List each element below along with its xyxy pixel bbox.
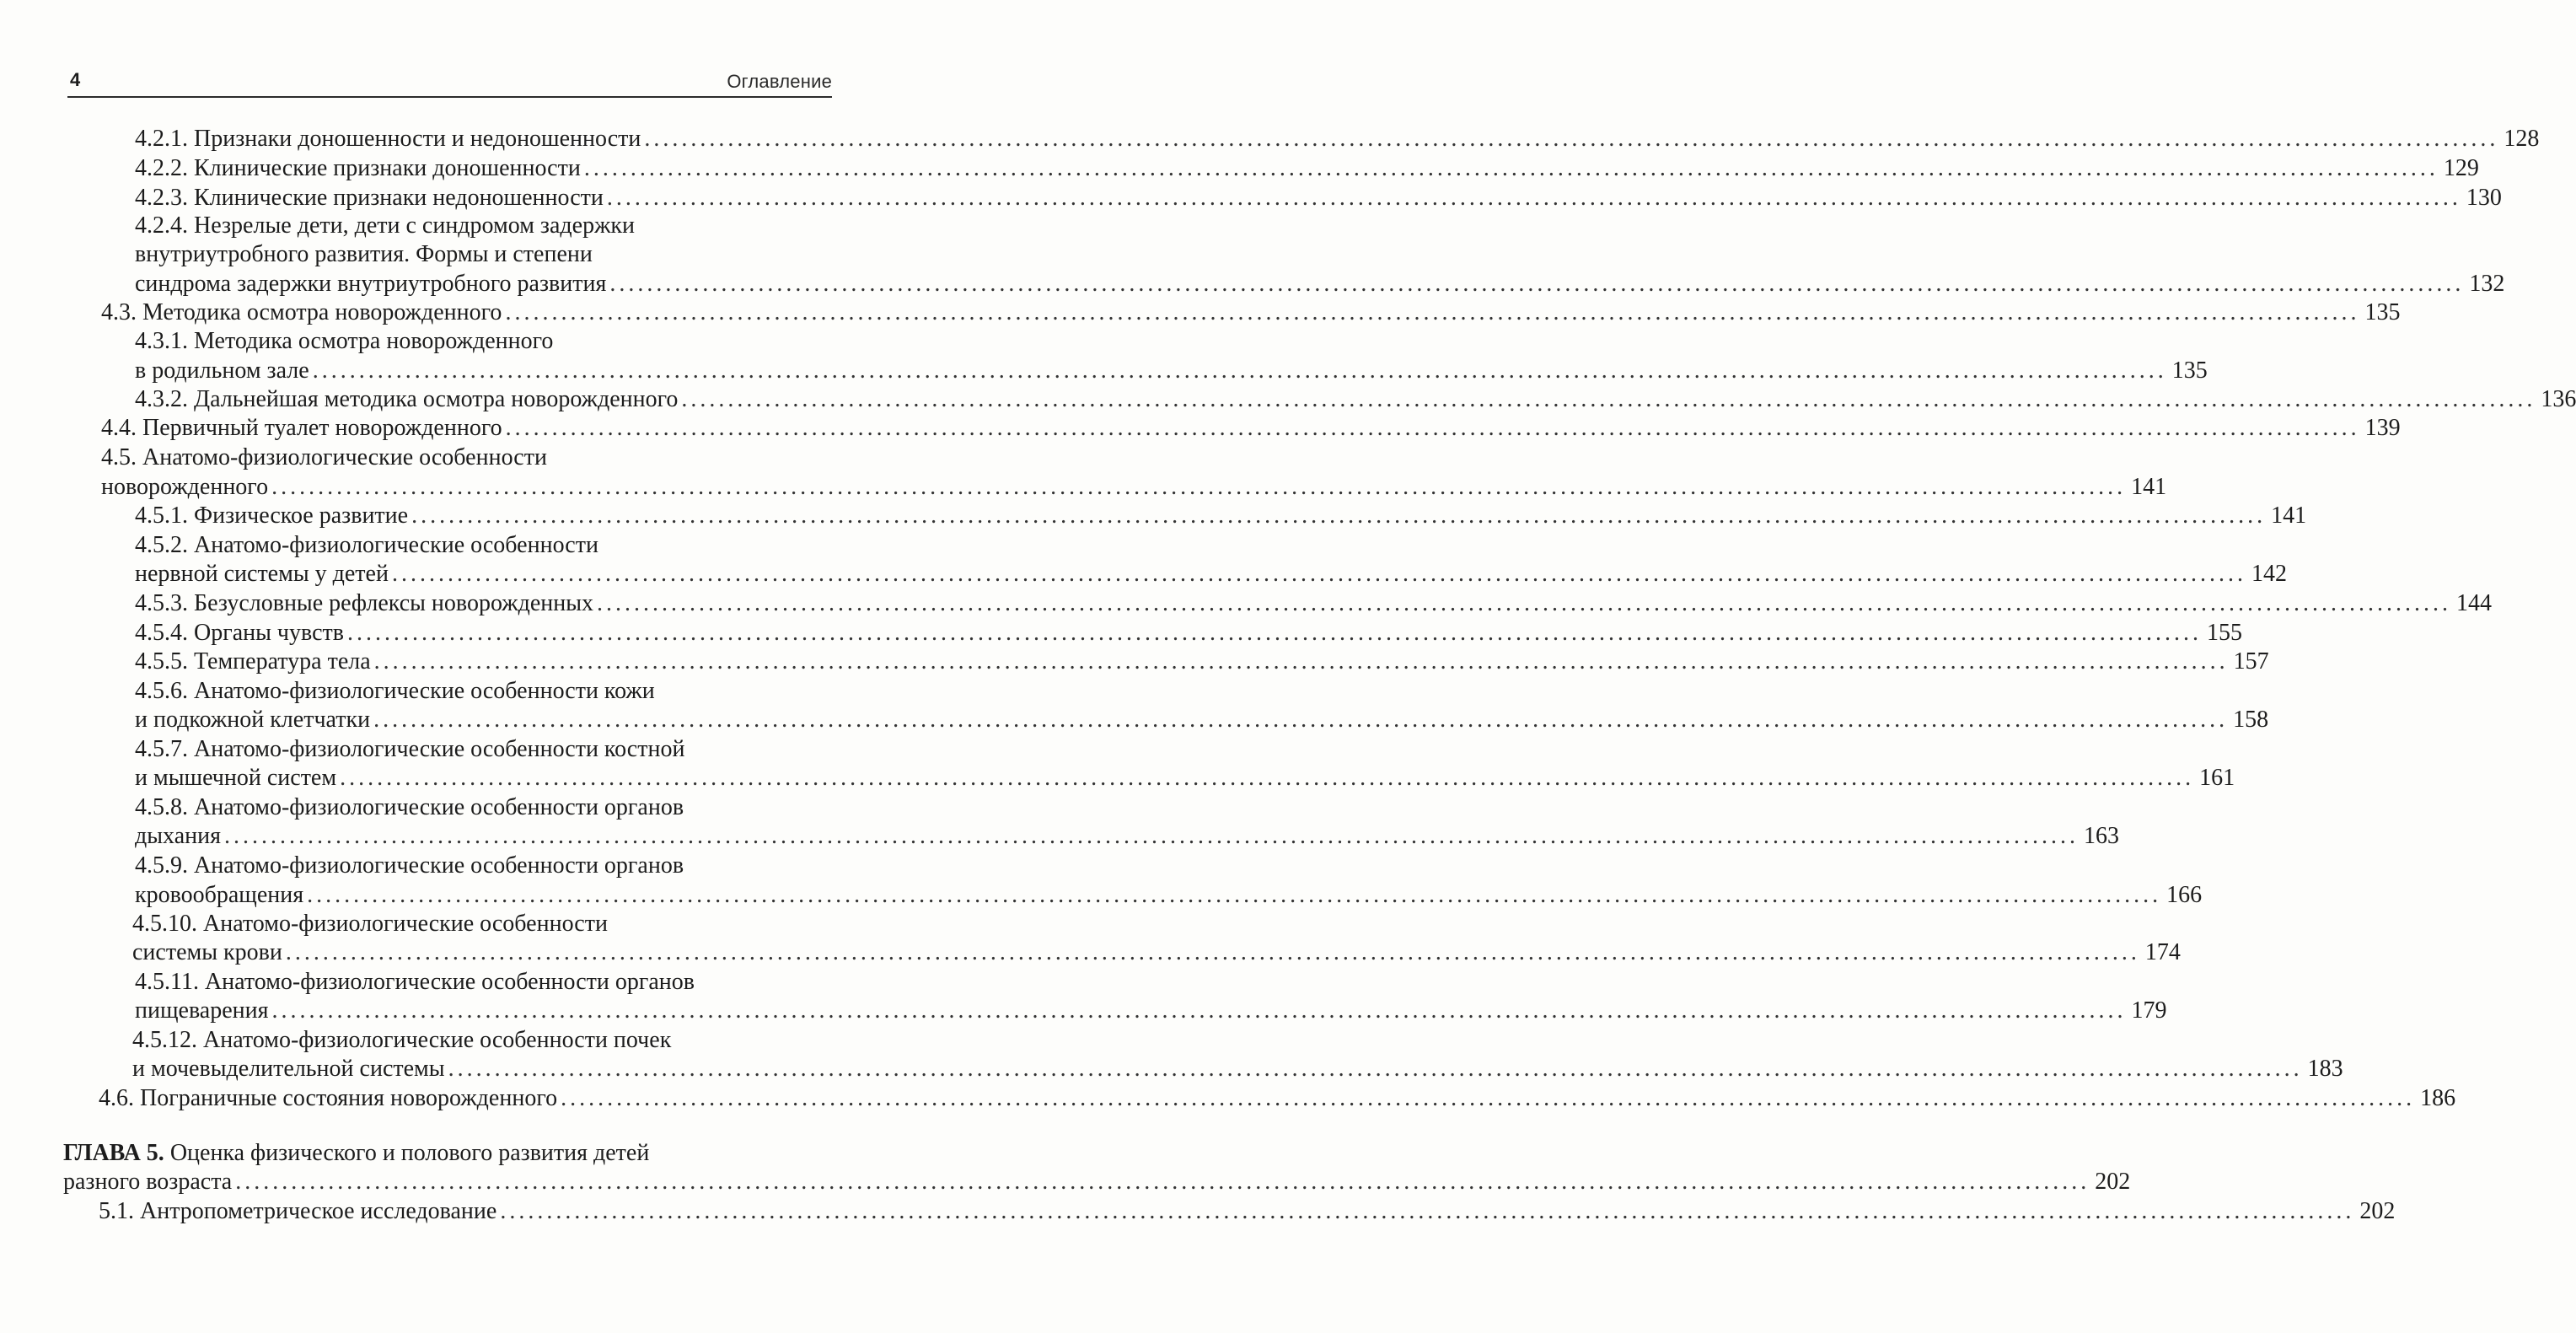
toc-entry-title: 4.2.2. Клинические признаки доношенности: [135, 155, 581, 181]
toc-entry: [101, 414, 2401, 443]
chapter-title: Оценка физического и полового развития детей: [164, 1140, 650, 1166]
toc-entry: [135, 648, 2269, 676]
toc-entry-title: 4.3.1. Методика осмотра новорожденного: [135, 328, 554, 354]
toc-entry: [135, 531, 832, 560]
toc-entry-title: 4.5.2. Анатомо-физиологические особенности: [135, 532, 598, 558]
toc-page-number: 132: [2469, 271, 2505, 297]
toc-entry-title: и мочевыделительной системы: [132, 1056, 445, 1082]
toc-page-number: 135: [2171, 357, 2208, 384]
dot-leader: ........................................................................................................................................................................................................: [373, 707, 2229, 733]
toc-entry-title: 4.4. Первичный туалет новорожденного: [101, 415, 502, 441]
toc-entry: [135, 270, 2505, 298]
toc-entry-title: 4.5.6. Анатомо-физиологические особенности кожи: [135, 678, 655, 704]
toc-entry: [132, 910, 832, 938]
toc-entry: [135, 881, 2203, 910]
toc-entry: [135, 677, 832, 706]
toc-entry-title: 4.5.5. Температура тела: [135, 648, 371, 675]
dot-leader: ........................................................................................................................................................................................................: [505, 415, 2360, 441]
toc-page-number: 141: [2271, 503, 2307, 529]
toc-page-number: 202: [2095, 1169, 2131, 1195]
running-header: [67, 64, 832, 98]
toc-entry-title: 4.3. Методика осмотра новорожденного: [101, 299, 502, 325]
toc-page-number: 161: [2199, 765, 2235, 791]
toc-entry-title: 4.5.4. Органы чувств: [135, 620, 344, 646]
toc-entry: [135, 735, 832, 764]
toc-page-number: 130: [2466, 185, 2502, 211]
toc-page-number: 166: [2166, 882, 2203, 908]
chapter-label: ГЛАВА 5.: [63, 1140, 164, 1166]
toc-entry-title: системы крови: [132, 939, 282, 965]
toc-entry: [135, 764, 2235, 793]
toc-entry-title: кровообращения: [135, 882, 304, 908]
toc-entry-title: и мышечной систем: [135, 765, 337, 791]
toc-entry-title: 4.5. Анатомо-физиологические особенности: [101, 444, 547, 470]
toc-entry: [135, 327, 832, 356]
toc-entry-title: 5.1. Антропометрическое исследование: [99, 1198, 497, 1224]
toc-entry-title: 4.2.3. Клинические признаки недоношенности: [135, 185, 604, 211]
toc-page-number: 141: [2131, 474, 2167, 500]
toc-entry-title: 4.3.2. Дальнейшая методика осмотра новорожденного: [135, 386, 679, 412]
toc-entry: [132, 938, 2181, 967]
toc-entry: [101, 473, 2167, 502]
toc-entry: [101, 443, 832, 472]
toc-entry: [135, 125, 2540, 153]
toc-page-number: 183: [2307, 1056, 2343, 1082]
dot-leader: ........................................................................................................................................................................................................: [597, 590, 2452, 616]
toc-entry: [132, 1026, 832, 1055]
toc-entry: [135, 357, 2208, 385]
toc-entry: [135, 706, 2269, 734]
page-number: 4: [70, 69, 81, 90]
toc-entry: [63, 1168, 2131, 1196]
toc-entry: [135, 793, 832, 822]
toc-page-number: 128: [2504, 126, 2540, 152]
header-rule: [67, 96, 832, 98]
toc-page-number: 144: [2456, 590, 2493, 616]
toc-entry-title: дыхания: [135, 823, 221, 849]
toc-entry-title: 4.5.9. Анатомо-физиологические особенности органов: [135, 852, 684, 879]
toc-entry: [99, 1084, 2456, 1113]
dot-leader: ........................................................................................................................................................................................................: [307, 882, 2162, 908]
toc-entry: [132, 1055, 2343, 1083]
toc-page-number: 186: [2420, 1085, 2456, 1111]
dot-leader: ........................................................................................................................................................................................................: [609, 271, 2465, 297]
dot-leader: ........................................................................................................................................................................................................: [346, 620, 2202, 646]
toc-page-number: 142: [2251, 561, 2287, 587]
dot-leader: ........................................................................................................................................................................................................: [500, 1198, 2355, 1224]
toc-entry-title: 4.5.3. Безусловные рефлексы новорожденных: [135, 590, 594, 616]
toc-page-number: 129: [2443, 155, 2479, 181]
toc-entry: [135, 619, 2242, 648]
toc-entry-title: пищеварения: [135, 997, 269, 1024]
toc-entry: [135, 502, 2307, 530]
dot-leader: ........................................................................................................................................................................................................: [235, 1169, 2090, 1195]
toc-page-number: 157: [2233, 648, 2269, 675]
dot-leader: ........................................................................................................................................................................................................: [606, 185, 2461, 211]
toc-entry-title: 4.2.4. Незрелые дети, дети с синдромом задержки: [135, 212, 636, 239]
toc-entry: [135, 385, 2576, 414]
toc-entry: [135, 184, 2502, 212]
toc-entry-title: и подкожной клетчатки: [135, 707, 371, 733]
dot-leader: ........................................................................................................................................................................................................: [681, 386, 2536, 412]
dot-leader: ........................................................................................................................................................................................................: [285, 939, 2140, 965]
toc-entry-title: в родильном зале: [135, 357, 309, 384]
toc-page-number: 136: [2541, 386, 2576, 412]
toc-entry-title: [63, 1139, 649, 1168]
toc-entry-title: 4.5.11. Анатомо-физиологические особенности органов: [135, 969, 695, 995]
toc-entry-title: 4.5.12. Анатомо-физиологические особенности почек: [132, 1027, 672, 1053]
dot-leader: ........................................................................................................................................................................................................: [373, 648, 2229, 675]
toc-entry: [63, 1139, 832, 1168]
toc-entry: [135, 822, 2119, 851]
toc-page-number: 158: [2233, 707, 2269, 733]
toc-entry-title: разного возраста: [63, 1169, 233, 1195]
dot-leader: ........................................................................................................................................................................................................: [561, 1085, 2416, 1111]
toc-entry: [135, 240, 832, 269]
toc-entry-title: 4.5.1. Физическое развитие: [135, 503, 409, 529]
toc-entry: [135, 212, 832, 240]
toc-entry-title: нервной системы у детей: [135, 561, 389, 587]
toc-page-number: 179: [2131, 997, 2167, 1024]
dot-leader: ........................................................................................................................................................................................................: [448, 1056, 2303, 1082]
dot-leader: ........................................................................................................................................................................................................: [505, 299, 2360, 325]
toc-page-number: 163: [2083, 823, 2119, 849]
toc-entry: [135, 560, 2287, 589]
dot-leader: ........................................................................................................................................................................................................: [312, 357, 2167, 384]
toc-entry: [99, 1197, 2396, 1226]
toc-entry: [135, 997, 2167, 1025]
toc-entry: [135, 154, 2479, 183]
toc-entry-title: 4.2.1. Признаки доношенности и недоношенности: [135, 126, 641, 152]
toc-page-number: 202: [2359, 1198, 2396, 1224]
dot-leader: ........................................................................................................................................................................................................: [411, 503, 2267, 529]
toc-page-number: 135: [2364, 299, 2401, 325]
toc-entry: [101, 298, 2401, 327]
toc-entry: [135, 968, 832, 997]
toc-entry-title: 4.5.8. Анатомо-физиологические особенности органов: [135, 794, 684, 820]
dot-leader: ........................................................................................................................................................................................................: [391, 561, 2246, 587]
running-title: Оглавление: [727, 71, 832, 92]
toc-entry-title: 4.5.10. Анатомо-физиологические особенности: [132, 911, 608, 937]
toc-entry: [135, 589, 2493, 618]
toc-page-number: 155: [2206, 620, 2242, 646]
dot-leader: ........................................................................................................................................................................................................: [583, 155, 2439, 181]
toc-entry-title: внутриутробного развития. Формы и степени: [135, 241, 593, 267]
dot-leader: ........................................................................................................................................................................................................: [271, 997, 2127, 1024]
dot-leader: ........................................................................................................................................................................................................: [271, 474, 2127, 500]
dot-leader: ........................................................................................................................................................................................................: [340, 765, 2195, 791]
dot-leader: ........................................................................................................................................................................................................: [644, 126, 2499, 152]
toc-page-number: 139: [2364, 415, 2401, 441]
toc-entry-title: новорожденного: [101, 474, 269, 500]
toc-entry-title: синдрома задержки внутриутробного развития: [135, 271, 607, 297]
dot-leader: ........................................................................................................................................................................................................: [223, 823, 2079, 849]
toc-entry: [135, 852, 832, 880]
toc-entry-title: 4.6. Пограничные состояния новорожденного: [99, 1085, 558, 1111]
toc-page-number: 174: [2144, 939, 2181, 965]
toc-entry-title: 4.5.7. Анатомо-физиологические особенности костной: [135, 736, 685, 762]
